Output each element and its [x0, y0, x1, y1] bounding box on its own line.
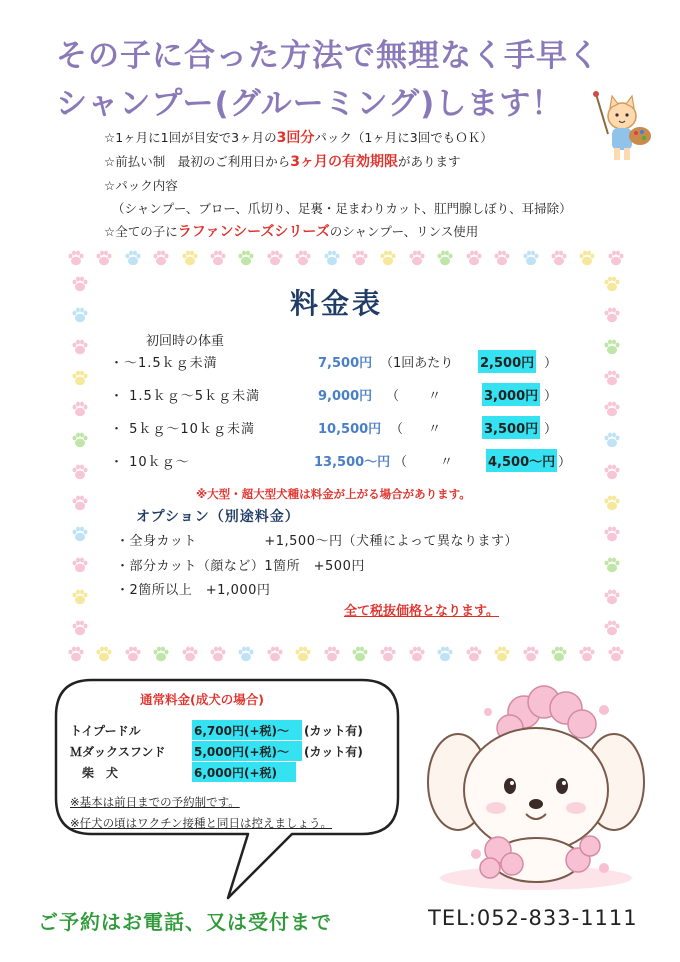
paw-border-top	[66, 244, 626, 272]
paw-print-icon	[378, 248, 398, 268]
feature-pack-detail: （シャンプー、ブロー、爪切り、足裏・足まわりカット、肛門腺しぼり、耳掃除）	[112, 201, 572, 216]
paw-print-icon	[66, 644, 86, 664]
paw-print-icon	[322, 644, 342, 664]
paw-print-icon	[265, 644, 285, 664]
paw-print-icon	[602, 618, 622, 638]
feature-prepaid: ☆前払い制 最初のご利用日から3ヶ月の有効期限があります	[104, 154, 461, 170]
phone-number: TEL:052-833-1111	[428, 906, 638, 930]
paw-print-icon	[293, 644, 313, 664]
paw-print-icon	[602, 368, 622, 388]
paw-print-icon	[407, 644, 427, 664]
paw-print-icon	[265, 248, 285, 268]
paw-print-icon	[435, 248, 455, 268]
paw-print-icon	[549, 644, 569, 664]
paw-print-icon	[577, 248, 597, 268]
option-full-cut: ・全身カット +1,500～円（犬種によって異なります）	[116, 534, 518, 549]
option-two-spots: ・2箇所以上 +1,000円	[116, 583, 271, 598]
paw-print-icon	[236, 644, 256, 664]
paw-border-left	[66, 274, 94, 638]
feature-list	[104, 126, 584, 244]
paw-print-icon	[70, 462, 90, 482]
paw-print-icon	[549, 248, 569, 268]
paw-print-icon	[123, 248, 143, 268]
price-row: ・ 5ｋｇ～10ｋｇ未満 10,500円 （ 〃 3,500円 ）	[110, 416, 580, 438]
reservation-info: ご予約はお電話、又は受付まで	[38, 910, 332, 934]
speech-bubble-shape	[52, 676, 402, 906]
paw-print-icon	[94, 248, 114, 268]
paw-print-icon	[378, 644, 398, 664]
paw-print-icon	[94, 644, 114, 664]
feature-pack-contents: ☆パック内容	[104, 178, 178, 193]
paw-print-icon	[180, 248, 200, 268]
price-table-title: 料金表	[290, 287, 384, 320]
paw-print-icon	[350, 644, 370, 664]
headline-line-2: シャンプー(グルーミング)します！	[56, 86, 564, 122]
price-row: ・ 1.5ｋｇ～5ｋｇ未満 9,000円 （ 〃 3,000円 ）	[110, 383, 580, 405]
paw-print-icon	[606, 248, 626, 268]
paw-print-icon	[602, 337, 622, 357]
per-session-price: 4,500～円	[486, 449, 557, 472]
paw-print-icon	[464, 248, 484, 268]
per-session-price: 2,500円	[478, 350, 536, 373]
paw-print-icon	[293, 248, 313, 268]
weight-header: 初回時の体重	[146, 334, 225, 349]
paw-print-icon	[464, 644, 484, 664]
paw-print-icon	[70, 524, 90, 544]
feature-shampoo: ☆全ての子にラファンシーズシリーズのシャンプー、リンス使用	[104, 224, 479, 240]
paw-border-right	[598, 274, 626, 638]
paw-print-icon	[602, 555, 622, 575]
price-row: ・～1.5ｋｇ未満 7,500円 （1回あたり 2,500円 ）	[110, 350, 580, 372]
paw-print-icon	[70, 555, 90, 575]
paw-print-icon	[66, 248, 86, 268]
painter-cat-illustration	[588, 90, 652, 166]
paw-print-icon	[236, 248, 256, 268]
paw-print-icon	[435, 644, 455, 664]
paw-print-icon	[322, 248, 342, 268]
paw-print-icon	[602, 524, 622, 544]
paw-print-icon	[407, 248, 427, 268]
paw-print-icon	[70, 399, 90, 419]
paw-print-icon	[70, 305, 90, 325]
paw-print-icon	[602, 430, 622, 450]
paw-print-icon	[70, 274, 90, 294]
paw-print-icon	[602, 462, 622, 482]
puppy-vaccine-note: ※仔犬の頃はワクチン接種と同日は控えましょう。	[70, 816, 333, 830]
headline-line-1: その子に合った方法で無理なく手早く	[56, 38, 600, 74]
paw-print-icon	[606, 644, 626, 664]
large-dog-note: ※大型・超大型犬種は料金が上がる場合があります。	[196, 487, 471, 501]
paw-print-icon	[151, 644, 171, 664]
paw-print-icon	[602, 493, 622, 513]
paw-print-icon	[602, 274, 622, 294]
paw-print-icon	[492, 248, 512, 268]
feature-pack: ☆1ヶ月に1回が目安で3ヶ月の3回分パック（1ヶ月に3回でもＯＫ）	[104, 130, 493, 146]
paw-print-icon	[70, 618, 90, 638]
per-session-price: 3,000円	[482, 383, 540, 406]
paw-print-icon	[208, 644, 228, 664]
paw-print-icon	[521, 248, 541, 268]
paw-print-icon	[208, 248, 228, 268]
paw-print-icon	[151, 248, 171, 268]
normal-price-title: 通常料金(成犬の場合)	[140, 692, 264, 707]
paw-print-icon	[70, 368, 90, 388]
paw-print-icon	[602, 399, 622, 419]
paw-print-icon	[577, 644, 597, 664]
tax-note: 全て税抜価格となります。	[344, 604, 499, 619]
paw-print-icon	[70, 587, 90, 607]
paw-border-bottom	[66, 640, 626, 668]
per-session-price: 3,500円	[482, 416, 540, 439]
paw-print-icon	[492, 644, 512, 664]
paw-print-icon	[350, 248, 370, 268]
paw-print-icon	[602, 587, 622, 607]
paw-print-icon	[180, 644, 200, 664]
option-partial-cut: ・部分カット（顔など）1箇所 +500円	[116, 559, 365, 574]
paw-print-icon	[602, 305, 622, 325]
paw-print-icon	[123, 644, 143, 664]
paw-print-icon	[521, 644, 541, 664]
dog-illustration	[418, 682, 650, 894]
paw-print-icon	[70, 337, 90, 357]
option-title: オプション（別途料金）	[136, 509, 300, 525]
paw-print-icon	[70, 493, 90, 513]
paw-print-icon	[70, 430, 90, 450]
price-row: ・ 10ｋｇ～ 13,500～円 （ 〃 4,500～円 ）	[110, 449, 580, 471]
reservation-note: ※基本は前日までの予約制です。	[70, 795, 240, 809]
